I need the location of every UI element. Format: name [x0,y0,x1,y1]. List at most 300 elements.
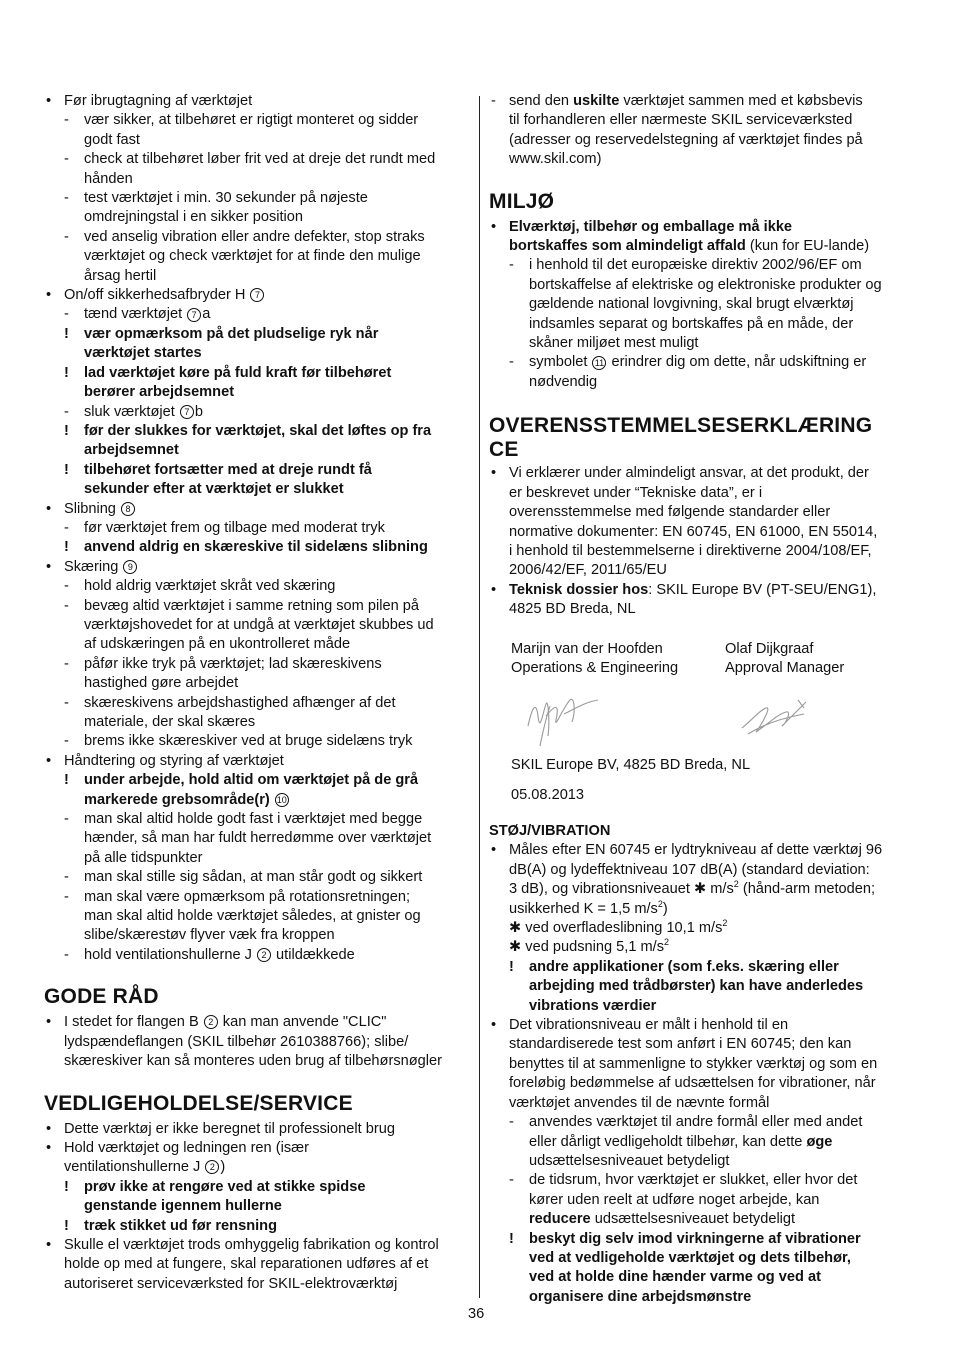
text-run: godt fast [84,131,140,148]
text-line [44,170,469,189]
text-line [44,247,469,266]
text-line [489,1288,914,1307]
text-line [489,938,914,957]
spacer [489,170,914,190]
text-run: check at tilbehøret løber frit ved at dreje det rundt med [84,151,436,168]
bullet-item [44,558,469,577]
dash-marker: - [64,306,69,323]
dash-marker: - [64,112,69,129]
left-column [44,92,469,1294]
bullet-marker: • [46,1120,52,1137]
text-run: værktøjet sammen med et købsbevis [619,93,863,109]
text-run: dB(A) og lydeffektniveau 107 dB(A) (standard deviation: [509,861,870,878]
bullet-item [489,581,914,600]
text-run: prøv ikke at rengøre ved at stikke spidse [84,1178,366,1195]
spacer [44,965,469,985]
figure-ref-icon: 2 [204,1015,218,1029]
text-line [489,1074,914,1093]
text-run: øge [806,1133,833,1150]
right-column [489,92,914,620]
text-line [489,503,914,522]
dash-item [44,810,469,829]
text-run: arbejdsemnet [84,442,179,459]
text-run: før der slukkes for værktøjet, skal det løftes op fra [84,422,432,439]
dash-marker: - [64,519,69,536]
bullet-marker: • [46,1014,52,1031]
text-run: berører arbejdsemnet [84,384,235,401]
text-run: hold ventilationshullerne J [84,946,256,963]
text-line [44,616,469,635]
text-line [489,111,914,130]
text-line [489,1249,914,1268]
text-run: indsamles separat og bortskaffes på en måde, der [529,315,854,332]
bullet-marker: • [46,93,52,109]
text-line [489,373,914,392]
bullet-item [489,841,914,860]
dash-item [44,403,469,422]
text-line [44,1197,469,1216]
text-run: genstande igennem hullerne [84,1198,282,1215]
text-run: www.skil.com) [509,151,602,168]
text-run: overensstemmelse med følgende standarder eller [509,504,831,521]
text-run: b [194,403,203,420]
text-run: organisere dine arbejdsmønstre [529,1288,752,1305]
text-line [44,1052,469,1071]
text-line [489,237,914,256]
section-heading: MILJØ [489,189,555,213]
text-run: 4825 BD Breda, NL [509,601,636,618]
bullet-marker: • [46,1236,52,1253]
text-run: tænd værktøjet [84,306,187,323]
signatory-2-title: Approval Manager [725,660,845,677]
text-run: beskyt dig selv imod virkningerne af vibrationer [529,1230,861,1247]
signatory-2-name: Olaf Dijkgraaf [725,641,814,657]
text-run: Slibning [64,500,120,517]
text-run: anvend aldrig en skæreskive til sidelæns slibning [84,539,428,556]
text-line [489,1210,914,1229]
text-run: skæreskiver kan så monteres uden brug af tilbehørsnøgler [64,1053,442,1070]
text-run: omdrejningstal i en sikker position [84,209,304,226]
excl-item [44,538,469,557]
superscript: 2 [722,918,728,929]
text-line [489,1152,914,1171]
text-run: anvendes værktøjet til andre formål eller med andet [529,1114,863,1131]
text-run: ✱ ved overfladeslibning 10,1 m/s [509,920,723,937]
dash-item [44,577,469,596]
dash-item [44,305,469,324]
dash-item [44,732,469,751]
text-run: I stedet for flangen B [64,1014,203,1031]
excl-item [44,364,469,383]
dash-marker: - [64,403,69,420]
text-run: Håndtering og styring af værktøjet [64,752,284,769]
section-heading: CE [489,438,519,462]
text-run: ved at holde dine hænder varme og ved at [529,1269,821,1286]
text-line [44,926,469,945]
text-run: er beskrevet under “Tekniske data”, er i [509,484,763,501]
dash-item [44,150,469,169]
superscript: 2 [657,898,663,909]
text-line [489,315,914,334]
warning-marker: ! [64,461,69,478]
section-heading: OVERENSSTEMMELSESERKLÆRING [489,414,873,438]
text-run: før værktøjet frem og tilbage med moderat tryk [84,519,385,536]
text-run: i henhold til bestemmelserne i direktiverne 2004/108/EF, [509,542,872,559]
superscript: 2 [733,879,739,890]
text-line [44,849,469,868]
figure-ref-icon: 2 [257,948,271,962]
figure-ref-icon: 7 [187,308,201,322]
text-line [44,208,469,227]
text-run: ventilationshullerne J [64,1159,205,1176]
text-run: sekunder efter at værktøjet er slukket [84,481,344,498]
warning-marker: ! [64,539,69,556]
text-run: erindrer dig om dette, når udskiftning er [607,354,867,371]
excl-item [44,325,469,344]
figure-ref-icon: 10 [276,794,287,805]
text-line [44,907,469,926]
text-run: tilbehøret fortsætter med at dreje rundt få [84,461,372,478]
dash-item [489,1171,914,1190]
text-run: hænder, så man har fuldt herredømme over værktøjet [84,830,432,847]
warning-marker: ! [64,325,69,342]
noise-vibration-section [489,822,914,1307]
text-run: markerede grebsområde(r) [84,791,274,808]
text-run: vær opmærksom på det pludselige ryk når [84,325,379,342]
text-line [489,1035,914,1054]
dash-item [489,353,914,372]
text-run: Før ibrugtagning af værktøjet [64,93,253,109]
text-line [44,344,469,363]
text-line [489,131,914,150]
text-line [489,861,914,880]
text-line [44,1255,469,1274]
text-run: 3 dB), og vibrationsniveauet ✱ m/s [509,881,734,898]
dash-marker: - [509,1172,514,1189]
signatory-1-block [511,640,678,679]
warning-marker: ! [64,1217,69,1234]
superscript: 2 [664,937,670,948]
text-run: ved at vedligeholde værktøjet og dets tilbehør, [529,1249,851,1266]
text-line [489,561,914,580]
text-run: slibe/skærestøv flyver væk fra kroppen [84,927,335,944]
text-run: af udskæringen på en ukontrolleret måde [84,636,351,653]
text-run: i henhold til det europæiske direktiv 2002/96/EF om [529,257,862,274]
bullet-item [44,286,469,305]
text-run: Vi erklærer under almindeligt ansvar, at det produkt, der [509,465,869,482]
text-line [489,334,914,353]
text-run: usikkerhed K = 1,5 m/s [509,900,658,917]
text-run: bortskaffes som almindeligt affald [509,238,746,255]
text-line [44,1158,469,1177]
text-run: vibrations værdier [529,997,657,1014]
excl-item [44,1217,469,1236]
bullet-item [489,218,914,237]
bullet-marker: • [491,581,497,598]
signatory-1-name: Marijn van der Hoofden [511,641,663,657]
signature-2-image [738,694,812,740]
section-heading: VEDLIGEHOLDELSE/SERVICE [44,1091,353,1115]
text-run: benyttes til at sammenligne to stykker værktøj og som en [509,1055,878,1072]
excl-item [44,422,469,441]
dash-item [44,655,469,674]
dash-marker: - [509,1114,514,1131]
text-line [489,1055,914,1074]
bullet-marker: • [46,287,52,304]
text-run: gældende national lovgivning, skal brugt elværktøj [529,296,854,313]
figure-ref-icon: 7 [250,288,264,302]
dash-item [44,228,469,247]
bullet-item [44,1120,469,1139]
dash-marker: - [64,597,69,614]
dash-item [44,694,469,713]
dash-item [489,256,914,275]
text-line [489,1191,914,1210]
excl-item [44,461,469,480]
text-run: man skal altid holde godt fast i værktøjet med begge [84,811,423,828]
signatory-2-block [725,640,844,679]
text-line [489,295,914,314]
text-line [489,542,914,561]
excl-item [489,958,914,977]
signatory-1-title: Operations & Engineering [511,660,679,677]
bullet-marker: • [491,842,497,859]
dash-marker: - [64,578,69,595]
text-run: Måles efter EN 60745 er lydtrykniveau af dette værktøj 96 [509,842,883,859]
text-line [489,1133,914,1152]
text-line [44,635,469,654]
text-run: Dette værktøj er ikke beregnet til professionelt brug [64,1120,395,1137]
bullet-item [44,92,469,111]
text-line [489,276,914,295]
dash-marker: - [509,257,514,274]
text-run: kan man anvende "CLIC" [218,1014,387,1031]
text-line [489,997,914,1016]
text-run: sluk værktøjet [84,403,179,420]
dash-marker: - [64,228,69,245]
warning-marker: ! [64,364,69,381]
text-line [44,1033,469,1052]
text-run: lad værktøjet køre på fuld kraft før tilbehøret [84,364,392,381]
text-line [489,1094,914,1113]
bullet-marker: • [46,558,52,575]
dash-item [44,189,469,208]
text-run: Elværktøj, tilbehør og emballage må ikke [509,218,793,235]
text-run: bortskaffelse af elektriske og elektroniske produkter og [529,276,882,293]
signature-1-image [520,686,610,752]
text-run: normative dokumenter: EN 60745, EN 61000, EN 55014, [509,523,878,540]
bullet-marker: • [491,465,497,482]
dash-item [44,946,469,965]
text-run: hold aldrig værktøjet skråt ved skæring [84,578,336,595]
dash-item [489,1113,914,1132]
bullet-marker: • [491,218,497,235]
text-line [44,383,469,402]
text-line [44,441,469,460]
dash-item [44,868,469,887]
dash-item [44,111,469,130]
text-line [489,600,914,619]
text-run: man skal stille sig sådan, at man står godt og sikkert [84,869,423,886]
date: 05.08.2013 [511,787,585,803]
spacer [489,392,914,414]
figure-ref-icon: 2 [205,1160,219,1174]
warning-marker: ! [509,958,514,975]
spacer [44,1072,469,1092]
text-run: udsættelsesniveauet betydeligt [590,1211,796,1228]
text-line [489,484,914,503]
dash-item [489,92,914,111]
section-heading: GODE RÅD [44,985,159,1009]
text-run: reducere [529,1211,591,1228]
warning-marker: ! [64,422,69,439]
dash-item [44,888,469,907]
text-run: værktøjshovedet for at undgå at værktøjet skubbes ud [84,616,434,633]
dash-marker: - [491,93,496,109]
text-run: test værktøjet i min. 30 sekunder på nøjeste [84,190,368,207]
bullet-item [44,500,469,519]
dash-marker: - [64,869,69,886]
text-run: til forhandleren eller nærmeste SKIL serviceværksted [509,112,853,129]
warning-marker: ! [64,772,69,789]
text-run: utildækkede [272,946,355,963]
text-run: hånden [84,170,133,187]
text-line [44,791,469,810]
excl-item [44,1178,469,1197]
text-run: træk stikket ud før rensning [84,1217,277,1234]
bullet-marker: • [46,500,52,517]
text-run: materiale, der skal skæres [84,714,256,730]
text-run: (adresser og reservedelstegning af værktøjet findes på [509,131,863,148]
figure-ref-icon: 7 [180,405,194,419]
text-run: man skal altid holde værktøjet således, at gnister og [84,908,421,925]
text-run: de tidsrum, hvor værktøjet er slukket, eller hvor det [529,1172,858,1189]
text-run: send den [509,93,574,109]
text-run: ) [220,1159,226,1176]
bullet-marker: • [46,752,52,769]
dash-marker: - [64,655,69,672]
text-run: autoriseret serviceværksted for SKIL-elektroværktøj [64,1275,398,1292]
bullet-item [44,752,469,771]
dash-marker: - [64,888,69,905]
text-line [489,919,914,938]
text-run: udsættelsesniveauet betydeligt [529,1152,730,1169]
dash-marker: - [64,694,69,711]
bullet-item [489,1016,914,1035]
text-run: under arbejde, hold altid om værktøjet på de grå [84,772,419,789]
text-run: årsag hertil [84,267,157,284]
text-line [44,131,469,150]
text-run: andre applikationer (som f.eks. skæring eller [529,958,839,975]
text-run: vær sikker, at tilbehøret er rigtigt monteret og sidder [84,112,419,129]
text-run: (kun for EU-lande) [745,238,870,255]
warning-marker: ! [509,1230,514,1247]
text-run: påfør ikke tryk på værktøjet; lad skæreskivens [84,655,382,672]
text-run: Det vibrationsniveau er målt i henhold til en [509,1017,789,1034]
dash-marker: - [64,733,69,750]
text-run: standardiserede test som anført i EN 60745; den kan [509,1036,852,1053]
text-run: på alle tidspunkter [84,849,203,866]
text-run: værktøjet startes [84,345,202,362]
text-line [489,523,914,542]
dash-item [44,519,469,538]
text-run: ) [662,900,668,917]
bullet-marker: • [491,1017,497,1034]
dash-marker: - [64,811,69,828]
text-run: Teknisk dossier hos [509,581,649,598]
text-run: værktøjet anvendes til de nævnte formål [509,1094,770,1111]
text-run: 2006/42/EF, 2011/65/EU [509,562,667,579]
text-run: skåner miljøet mest muligt [529,335,699,352]
figure-ref-icon: 8 [121,502,135,516]
dash-marker: - [64,946,69,963]
text-run: nødvendig [529,373,598,390]
text-line [44,1275,469,1294]
dash-item [44,597,469,616]
subsection-heading: STØJ/VIBRATION [489,823,611,839]
text-run: hastighed gøre arbejdet [84,675,239,692]
text-run: brems ikke skæreskiver ved at bruge sidelæns tryk [84,733,413,750]
text-line [44,267,469,286]
text-run: værktøjet og check værktøjet for at finde den mulige [84,248,421,265]
text-run: holde op med at fungere, skal reparationen udføres af et [64,1256,429,1273]
text-run: Skulle el værktøjet trods omhyggelig fabrikation og kontrol [64,1236,439,1253]
bullet-item [44,1236,469,1255]
text-run: man skal være opmærksom på rotationsretningen; [84,888,411,905]
text-run: Hold værktøjet og ledningen ren (især [64,1139,309,1156]
text-run: ved anselig vibration eller andre defekter, stop straks [84,228,425,245]
bullet-item [44,1139,469,1158]
text-line [489,1268,914,1287]
text-line [489,150,914,169]
bullet-item [44,1013,469,1032]
dash-marker: - [509,354,514,371]
text-run: lydspændeflangen (SKIL tilbehør 2610388766); slibe/ [64,1033,409,1050]
text-line [489,977,914,996]
bullet-item [489,464,914,483]
page-number: 36 [468,1306,485,1322]
warning-marker: ! [64,1178,69,1195]
column-divider [479,96,480,1298]
text-run: uskilte [573,93,620,109]
text-run: a [202,306,211,323]
bullet-marker: • [46,1139,52,1156]
excl-item [44,771,469,790]
dash-marker: - [64,151,69,168]
figure-ref-icon: 11 [592,356,606,370]
company-line: SKIL Europe BV, 4825 BD Breda, NL [511,757,751,773]
text-run: foreløbig bedømmelse af udsættelsen for vibrationer, når [509,1075,876,1092]
text-run: bevæg altid værktøjet i samme retning som pilen på [84,597,419,614]
text-run: skæreskivens arbejdshastighed afhænger af det [84,694,396,711]
excl-item [489,1230,914,1249]
text-run: : SKIL Europe BV (PT-SEU/ENG1), [648,581,877,598]
figure-ref-icon: 9 [123,560,137,574]
text-run: symbolet [529,354,592,371]
text-run: kører uden reelt at udføre noget arbejde, kan [529,1191,820,1208]
text-line [489,880,914,899]
text-line [44,829,469,848]
text-line [489,900,914,919]
text-line [44,480,469,499]
text-line [44,713,469,732]
text-run: (hånd-arm metoden; [738,881,876,898]
text-run: arbejding med trådbørster) kan have anderledes [529,978,864,995]
text-run: On/off sikkerhedsafbryder H [64,287,250,304]
text-run: Skæring [64,558,123,575]
dash-marker: - [64,190,69,207]
text-line [44,674,469,693]
